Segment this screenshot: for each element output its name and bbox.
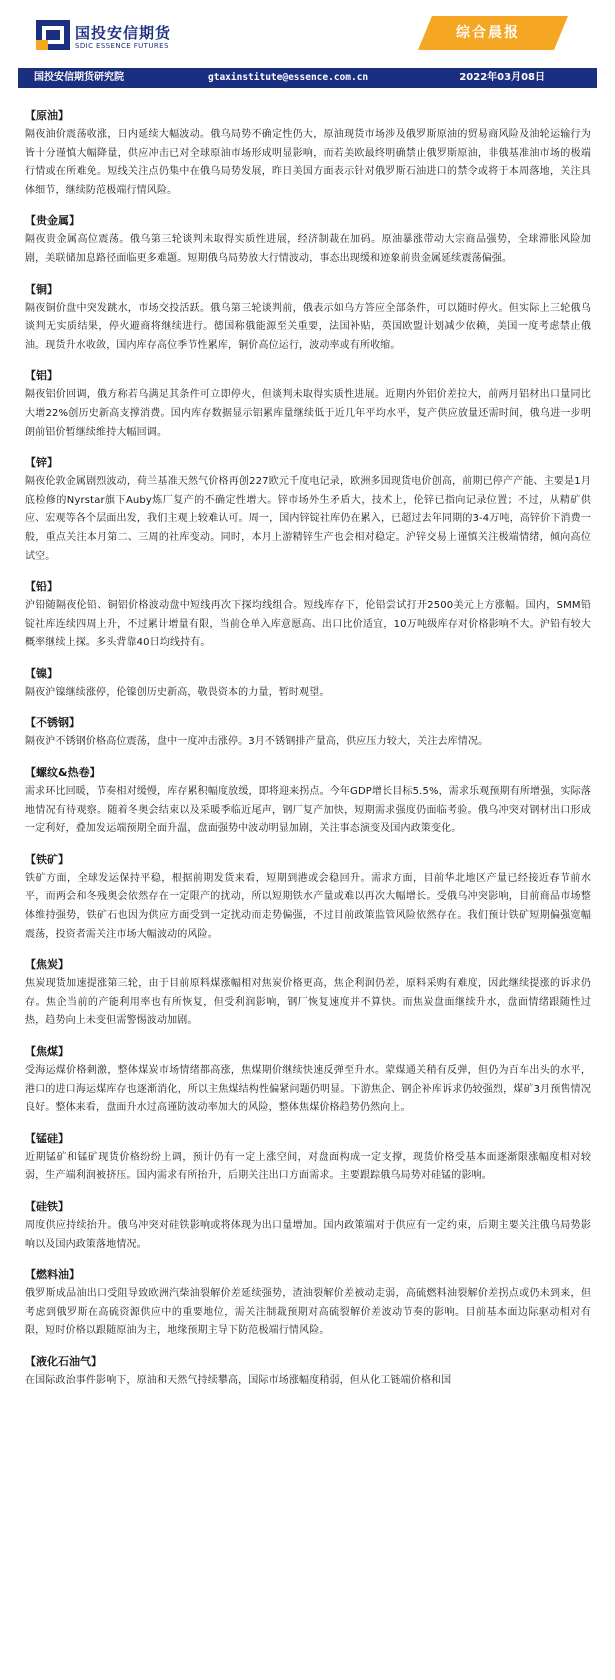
report-content <box>25 108 591 1404</box>
section-title: 【燃料油】 <box>25 1268 80 1282</box>
logo-name-en: SDIC ESSENCE FUTURES <box>75 42 169 50</box>
section-body: 隔夜铝价回调，俄方称若乌满足其条件可立即停火，但谈判未取得实质性进展。近期内外铝价差拉大，前两月铝材出口量同比大增22%创历史新高支撑消费。国内库存数据显示铝累库量继续低于近几年平均水平，复产供应放量还需时间，俄乌进一步明朗前铝价暂继续维持大幅回调。 <box>25 389 591 438</box>
sdic-logo-icon <box>36 20 70 50</box>
section-body: 隔夜铜价盘中突发跳水，市场交投活跃。俄乌第三轮谈判前，俄表示如乌方答应全部条件，可以随时停火。但实际上三轮俄乌谈判无实质结果，停火避商将继续进行。德国称俄能源至关重要，法国补贴，英国欧盟计划减少依赖，美国一度考虑禁止俄油。现货升水收敛，国内库存高位季节性累库，铜价高位运行，波动率或有所收缩。 <box>25 302 591 351</box>
section-title: 【铝】 <box>25 369 58 383</box>
section-title: 【锌】 <box>25 456 58 470</box>
section-body: 隔夜油价震荡收涨，日内延续大幅波动。俄乌局势不确定性仍大，原油现货市场涉及俄罗斯原油的贸易商风险及油轮运输行为皆十分谨慎大幅降量，供应冲击已对全球原油市场形成明显影响，而若美欧最终明确禁止俄罗斯原油，非俄基准油市场的极端行情或在所难免。短线关注点仍集中在俄乌局势发展，昨日美国方面表示针对俄罗斯石油进口的禁令或将于本周落地，关注具体细节，继续防范极端行情风险。 <box>25 129 591 196</box>
section-coke <box>25 957 591 1031</box>
section-body: 沪铅随隔夜伦铅、铜铝价格波动盘中短线再次下探均线组合。短线库存下，伦铅尝试打开2500美元上方涨幅。国内，SMM铅锭社库连续四周上升，不过累计增量有限，当前仓单入库意愿高、出口比价适宜，10万吨级库存对价格影响不大。沪铅有较大概率继续上探。多头背靠40日均线持有。 <box>25 600 591 649</box>
section-title: 【原油】 <box>25 109 69 122</box>
section-title: 【焦煤】 <box>25 1045 69 1058</box>
section-body: 铁矿方面，全球发运保持平稳，根据前期发货来看，短期到港或会稳回升。需求方面，目前华北地区产量已经接近春节前水平，而两会和冬残奥会依然存在一定限产的扰动，所以短期铁水产量或难以再次大幅增长。受俄乌冲突影响，目前商品市场整体维持强势，铁矿石也因为供应方面受到一定扰动而走势偏强，不过目前政策监管风险依然存在。我们预计铁矿短期偏强宽幅震荡，投资者需关注市场大幅波动的风险。 <box>25 872 591 940</box>
section-body: 隔夜贵金属高位震荡。俄乌第三轮谈判未取得实质性进展，经济制裁在加码。原油暴涨带动大宗商品强势，全球滞胀风险加剧，美联储加息路径面临更多难题。短期俄乌局势放大行情波动，事态出现缓和迹象前贵金属延续震荡偏强。 <box>25 234 591 264</box>
section-title: 【螺纹&热卷】 <box>25 766 101 780</box>
section-title: 【铜】 <box>25 282 58 296</box>
section-rebar-hot-coil <box>25 765 591 839</box>
section-body: 在国际政治事件影响下，原油和天然气持续攀高，国际市场涨幅度稍弱，但从化工链端价格和国 <box>25 1374 452 1386</box>
section-body: 隔夜沪镍继续涨停，伦镍创历史新高，敬畏资本的力量，暂时观望。 <box>25 686 330 698</box>
section-title: 【锰硅】 <box>25 1131 69 1145</box>
section-body: 隔夜沪不锈钢价格高位震荡，盘中一度冲击涨停。3月不锈钢排产量高，供应压力较大，关注去库情况。 <box>25 736 489 748</box>
section-crude-oil <box>25 108 591 200</box>
section-aluminum <box>25 368 591 442</box>
logo-name-cn: 国投安信期货 <box>75 24 172 42</box>
section-body: 需求环比回暖，节奏相对缓慢，库存累积幅度放缓，即将迎来拐点。今年GDP增长目标5.5%，需求乐观预期有所增强，实际落地情况有待观察。随着冬奥会结束以及采暖季临近尾声，钢厂复产加快，短期需求强度仍面临考验。俄乌冲突对钢材出口形成一定利好，叠加发运端预期全面升温，盘面强势中波动明显加剧，关注事态演变及国内政策变化。 <box>25 786 591 835</box>
section-title: 【镍】 <box>25 666 58 680</box>
info-bar <box>18 68 597 88</box>
section-silicomanganese <box>25 1131 591 1186</box>
section-lead <box>25 579 591 653</box>
section-title: 【贵金属】 <box>25 214 80 228</box>
section-coking-coal <box>25 1044 591 1118</box>
section-title: 【硅铁】 <box>25 1199 69 1213</box>
section-fuel-oil <box>25 1267 591 1341</box>
report-title: 综合晨报 <box>456 25 520 41</box>
section-body: 受海运煤价格刺激，整体煤炭市场情绪都高涨，焦煤期价继续快速反弹至升水。蒙煤通关稍有反弹，但仍为百车出头的水平，港口的进口海运煤库存也逐渐消化，所以主焦煤结构性偏紧问题仍明显。下游焦企、钢企补库诉求仍较强烈，煤矿3月预售情况良好。整体来看，盘面升水过高谨防波动率加大的风险，整体焦煤价格趋势仍然向上。 <box>25 1065 591 1114</box>
section-body: 隔夜伦敦金属剧烈波动，荷兰基准天然气价格再创227欧元千度电记录，欧洲多国现货电价创高，前期已停产产能、主要是1月底检修的Nyrstar旗下Auby炼厂复产的不确定性增大。锌市场外生矛盾大，技术上，伦锌已指向记录位置；不过，从精矿供应、宏观等各个层面出发，我们主观上较难认可。周一，国内锌锭社库仍在累入，已超过去年同期的3-4万吨，高锌价下消费一般，重点关注本月第二、三周的社库变动。同时，本月上游精锌生产也会相对稳定。沪锌交易上谨慎关注极端情绪，倾向高位试空。 <box>25 476 591 562</box>
section-body: 近期锰矿和锰矿现货价格纷纷上调，预计仍有一定上涨空间，对盘面构成一定支撑，现货价格受基本面逐渐限涨幅度相对较弱，生产端利润被挤压。国内需求有所抬升，后期关注出口方面需求。主要跟踪俄乌局势对硅锰的影响。 <box>25 1151 591 1182</box>
section-stainless-steel <box>25 715 591 752</box>
section-body: 焦炭现货加速提涨第三轮，由于目前原料煤涨幅相对焦炭价格更高，焦企利润仍差，原料采购有难度，因此继续提涨的诉求仍存。焦企当前的产能利用率也有所恢复，但受利润影响，钢厂恢复速度并不算快。而焦炭盘面继续升水，盘面情绪跟随性过热，趋势向上未变但需警惕波动加剧。 <box>25 978 591 1027</box>
org-name: 国投安信期货研究院 <box>34 72 124 83</box>
section-title: 【液化石油气】 <box>25 1354 102 1368</box>
section-precious-metals <box>25 213 591 268</box>
section-nickel <box>25 666 591 703</box>
section-copper <box>25 282 591 356</box>
report-header <box>0 0 615 62</box>
section-title: 【焦炭】 <box>25 958 69 972</box>
contact-email[interactable]: gtaxinstitute@essence.com.cn <box>208 72 369 83</box>
section-body: 周度供应持续抬升。俄乌冲突对硅铁影响或将体现为出口量增加。国内政策端对于供应有一定约束，后期主要关注俄乌局势影响以及国内政策落地情况。 <box>25 1219 591 1250</box>
section-ferrosilicon <box>25 1199 591 1254</box>
section-title: 【铁矿】 <box>25 852 69 866</box>
report-date: 2022年03月08日 <box>459 72 545 83</box>
section-zinc <box>25 455 591 566</box>
section-title: 【不锈钢】 <box>25 716 80 730</box>
section-body: 俄罗斯成品油出口受阻导致欧洲汽柴油裂解价差延续强势，渣油裂解价差被动走弱，高硫燃料油裂解价差拐点或仍未到来，但考虑到俄罗斯在高硫资源供应中的重要地位，需关注制裁预期对高硫裂解价差波动节奏的影响。目前基本面边际驱动相对有限，短时价格以跟随原油为主，地缘预期主导下防范极端行情风险。 <box>25 1288 591 1337</box>
section-lpg <box>25 1354 591 1391</box>
section-title: 【铅】 <box>25 580 58 594</box>
section-iron-ore <box>25 852 591 944</box>
